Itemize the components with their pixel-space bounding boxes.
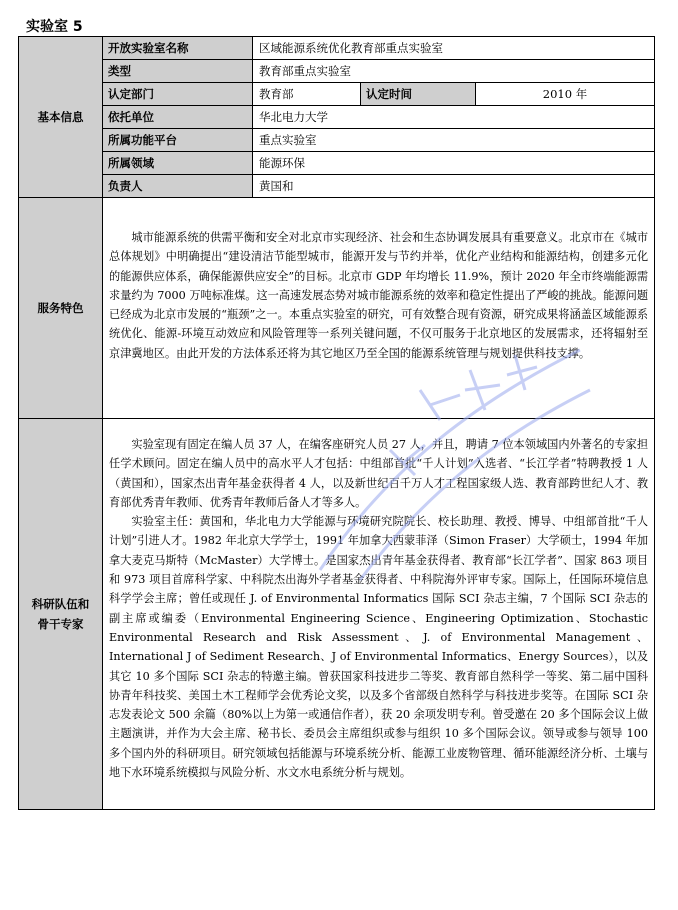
label-head: 负责人 [103, 175, 253, 198]
team-label-line-2: 骨干专家 [37, 617, 84, 631]
label-platform: 所属功能平台 [103, 129, 253, 152]
value-host: 华北电力大学 [253, 106, 655, 129]
row-platform [19, 129, 655, 152]
lab-info-table [18, 36, 655, 810]
label-host: 依托单位 [103, 106, 253, 129]
label-lab-name: 开放实验室名称 [103, 37, 253, 60]
row-service [19, 198, 655, 419]
label-time: 认定时间 [361, 83, 476, 106]
team-label-line-1: 科研队伍和 [31, 597, 90, 611]
value-platform: 重点实验室 [253, 129, 655, 152]
label-dept: 认定部门 [103, 83, 253, 106]
team-paragraph-1: 实验室现有固定在编人员 37 人，在编客座研究人员 27 人，并且，聘请 7 位本领域国内外著名的专家担任学术顾问。固定在编人员中的高水平人才包括：中组部首批“千人计划”入选者、“长江学者”特聘教授 1 人（黄国和），国家杰出青年基金获得者 4 人，以及新世纪百千万人才工程国家级人选、教育部跨世纪人才、教育部优秀青年教师、优秀青年教师后备人才等多人。 [109, 438, 649, 509]
page-title: 实验室 5 [26, 19, 83, 35]
value-time: 2010 年 [476, 83, 655, 106]
row-head [19, 175, 655, 198]
section-label-team [19, 419, 103, 810]
section-label-basic-info: 基本信息 [19, 37, 103, 198]
label-type: 类型 [103, 60, 253, 83]
section-label-service: 服务特色 [19, 198, 103, 419]
service-paragraph: 城市能源系统的供需平衡和安全对北京市实现经济、社会和生态协调发展具有重要意义。北京市在《城市总体规划》中明确提出“建设清洁节能型城市，能源开发与节约并举，优化产业结构和能源结构，创建多元化的能源供应体系，确保能源供应安全”的目标。北京市 GDP 年均增长 11.9%，预计 2020 年全市终端能源需求量约为 7000 万吨标准煤。这一高速发展态势对城市能源系统的效率和稳定性提出了严峻的挑战。能源问题已经成为北京市发展的“瓶颈”之一。本重点实验室的研究，可有效整合现有资源，研究成果将涵盖区域能源系统优化、能源-环境互动效应和风险管理等一系列关键问题，不仅可服务于北京地区的发展需求，还将辐射至京津冀地区。由此开发的方法体系还将为其它地区乃至全国的能源系统管理与规划提供科技支撑。 [109, 231, 649, 360]
team-cell [103, 419, 655, 810]
value-lab-name: 区域能源系统优化教育部重点实验室 [253, 37, 655, 60]
team-paragraph-2: 实验室主任：黄国和，华北电力大学能源与环境研究院院长、校长助理、教授、博导、中组部首批“千人计划”引进人才。1982 年北京大学学士，1991 年加拿大西蒙菲泽（Simon Fraser）大学硕士，1994 年加拿大麦克马斯特（McMaster）大学博士。是国家杰出青年基金获得者、教育部“长江学者”、国家 863 项目和 973 项目首席科学家、中科院杰出海外学者基金获得者、中科院海外评审专家。国际上，任国际环境信息科学学会主席；曾任或现任 J. of Environmental Informatics 国际 SCI 杂志主编，7 个国际 SCI 杂志的副主席或编委（Environmental Engineering Science、Engineering Optimization、Stochastic Environmental Research and Risk Assessment、J. of Environmental Management、International J of Sediment Research、J of Environmental Informatics、Energy Sources），以及其它 10 多个国际 SCI 杂志的特邀主编。曾获国家科技进步二等奖、教育部自然科学一等奖、第二届中国科协青年科技奖、美国土木工程师学会优秀论文奖，以及多个省部级自然科学与科技进步奖等。在国际 SCI 杂志发表论文 500 余篇（80%以上为第一或通信作者），获 20 余项发明专利。曾受邀在 20 多个国际会议上做主题演讲，并作为大会主席、秘书长、委员会主席组织或参与组织 10 多个国际会议。领导或参与领导 100 多个国内外的科研项目。研究领域包括能源与环境系统分析、能源工业废物管理、循环能源经济分析、土壤与地下水环境系统模拟与风险分析、水文水电系统分析与规划。 [109, 515, 649, 780]
row-host [19, 106, 655, 129]
row-field [19, 152, 655, 175]
row-type [19, 60, 655, 83]
row-lab-name [19, 37, 655, 60]
row-dept [19, 83, 655, 106]
service-cell [103, 198, 655, 419]
value-dept: 教育部 [253, 83, 361, 106]
value-type: 教育部重点实验室 [253, 60, 655, 83]
row-team [19, 419, 655, 810]
label-field: 所属领域 [103, 152, 253, 175]
value-head: 黄国和 [253, 175, 655, 198]
value-field: 能源环保 [253, 152, 655, 175]
